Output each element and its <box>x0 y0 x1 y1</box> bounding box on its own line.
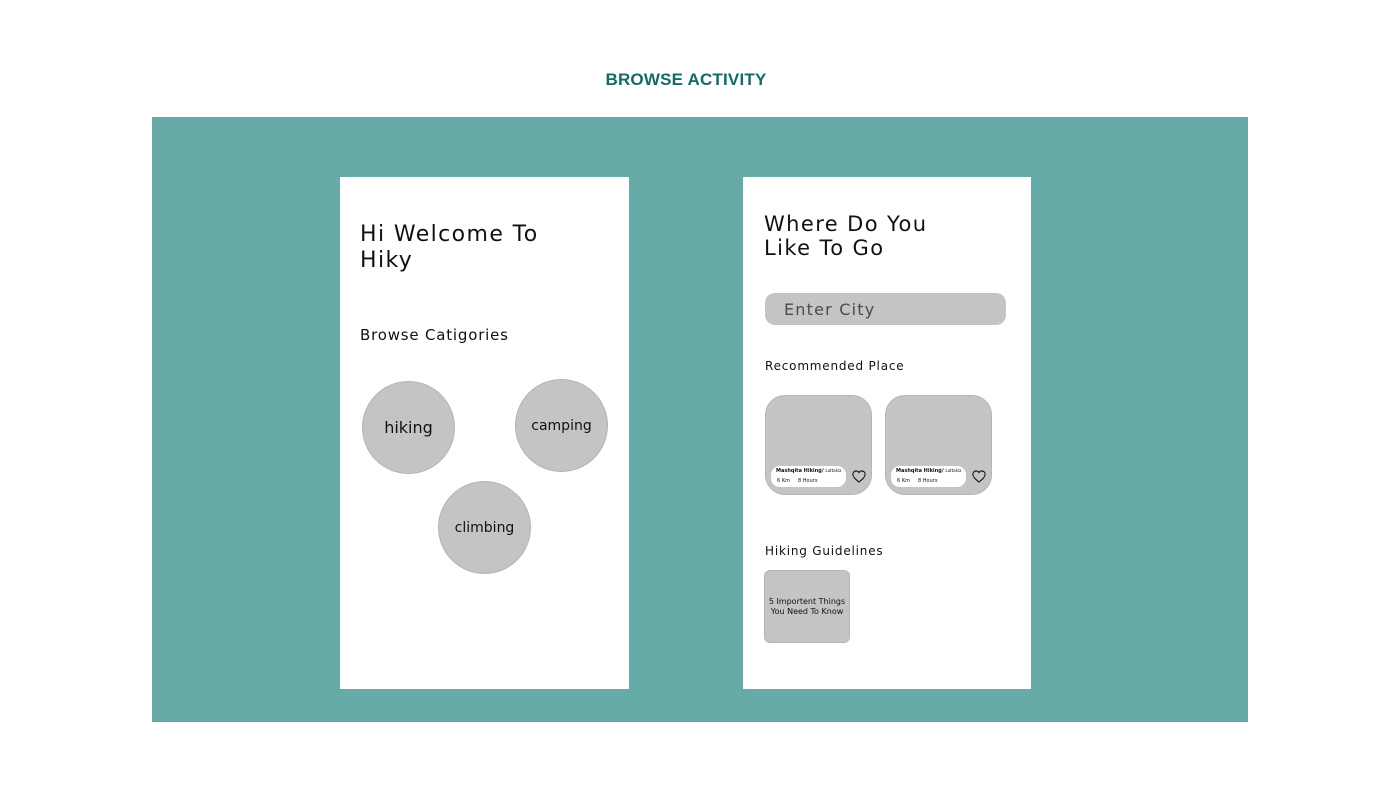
welcome-title-line-2: Hiky <box>360 248 414 273</box>
destination-screen <box>743 177 1031 689</box>
browse-categories-label: Browse Catigories <box>360 326 509 344</box>
hiking-guidelines-label: Hiking Guidelines <box>765 544 884 558</box>
welcome-screen <box>340 177 629 689</box>
destination-title <box>764 212 927 260</box>
category-hiking-button[interactable]: hiking <box>362 381 455 474</box>
place-duration: 8 Hours <box>918 478 938 484</box>
heart-icon[interactable] <box>972 470 986 483</box>
guideline-card-text: 5 Importent Things You Need To Know <box>768 596 846 616</box>
destination-title-line-1: Where Do You <box>764 212 928 236</box>
place-location: Lattakia <box>825 468 842 473</box>
place-distance: 6 Km <box>777 478 790 484</box>
heart-icon[interactable] <box>852 470 866 483</box>
teal-panel <box>152 117 1248 722</box>
destination-title-line-2: Like To Go <box>764 236 885 260</box>
category-climbing-button[interactable]: climbing <box>438 481 531 574</box>
category-camping-button[interactable]: camping <box>515 379 608 472</box>
city-search-input[interactable] <box>765 293 1006 325</box>
place-info-pill <box>891 466 966 487</box>
place-info-pill <box>771 466 846 487</box>
guideline-card[interactable] <box>764 570 850 643</box>
place-card[interactable] <box>765 395 872 495</box>
place-name: Mashqita Hiking/ Lattakia <box>776 468 842 474</box>
place-card[interactable] <box>885 395 992 495</box>
place-distance: 6 Km <box>897 478 910 484</box>
recommended-place-label: Recommended Place <box>765 359 905 373</box>
place-name: Mashqita Hiking/ Lattakia <box>896 468 962 474</box>
welcome-title-line-1: Hi Welcome To <box>360 222 539 247</box>
place-duration: 8 Hours <box>798 478 818 484</box>
page-heading: BROWSE ACTIVITY <box>605 70 767 89</box>
place-location: Lattakia <box>945 468 962 473</box>
welcome-title <box>360 222 539 274</box>
